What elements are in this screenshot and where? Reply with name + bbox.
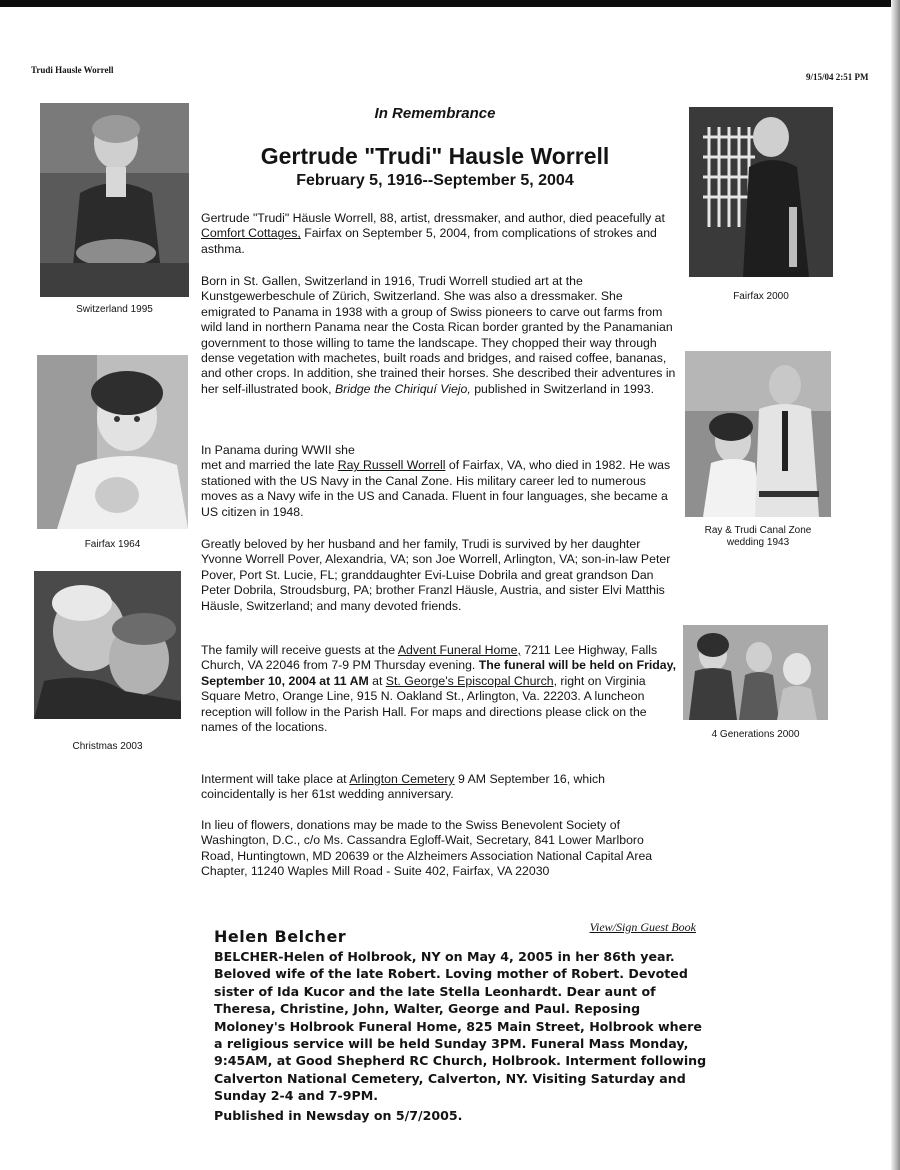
- guest-book-link[interactable]: View/Sign Guest Book: [589, 920, 696, 934]
- text: The family will receive guests at the: [201, 643, 398, 657]
- book-title: Bridge the Chiriquí Viejo,: [334, 381, 471, 396]
- text: 7211 Lee Highway, Falls Church, VA 22046 from 7-9 PM Thursday evening.: [201, 643, 658, 673]
- text: Born in St. Gallen, Switzerland in 1916, Trudi Worrell studied art at the Kunstgewerbeschule of Zürich, Switzerland. She was also a dressmaker. She emigrated to Panama in 1938 with a group of Swiss pioneers to carve out farms from wild land in northern Panama near the Costa Rican border granted by the Panamanian government to those willing to tame the landscape. They chopped their way through dense vegetation with machetes, built roads and bridges, and raised coffee, bananas, and other crops. In addition, she trained their horses. She described their adventures in her self-illustrated book,: [201, 274, 676, 396]
- caption-fairfax-2000: Fairfax 2000: [733, 291, 789, 302]
- paragraph-services: [201, 643, 676, 735]
- caption-fairfax-1964: Fairfax 1964: [84, 539, 141, 550]
- text: met and married the late: [201, 458, 338, 473]
- photo-christmas-2003: [34, 571, 181, 719]
- paragraph-marriage: [201, 443, 676, 520]
- text: Gertrude "Trudi" Häusle Worrell, 88, artist, dressmaker, and author, died peacefully at: [201, 211, 665, 225]
- funeral-time: The funeral will be held on Friday, September 10, 2004 at 11 AM: [201, 658, 676, 688]
- paragraph-biography: [201, 274, 676, 397]
- photo-ray-trudi-wedding: [685, 351, 831, 517]
- text: Fairfax on September 5, 2004, from complications of strokes and asthma.: [201, 226, 657, 256]
- caption-switzerland-1995: Switzerland 1995: [76, 304, 153, 315]
- kicker-heading: In Remembrance: [374, 105, 496, 122]
- text: at: [368, 673, 386, 688]
- paragraph-survivors: Greatly beloved by her husband and her family, Trudi is survived by her daughter Yvonne Worrell Pover, Alexandria, VA; son Joe Worrell, Arlington, VA; son-in-law Peter Pover, Port St. Lucie, FL; granddaughter Evi-Luise Dobrila and great grandson Dan Peter Dobrila, Stroudsburg, PA; brother Franzl Häusle, Austria, and sister Elvi Matthis Häusle, Switzerland; and many devoted friends.: [201, 537, 671, 613]
- obituary-name: Gertrude "Trudi" Hausle Worrell: [260, 143, 610, 169]
- photo-fairfax-1964: [37, 355, 188, 529]
- text: of Fairfax, VA, who died in 1982. He was stationed with the US Navy in the Canal Zone. His military career led to numerous moves as a Navy wife in the US and Canada. Fluent in four languages, she became a US citizen in 1948.: [201, 458, 671, 519]
- caption-christmas-2003: Christmas 2003: [72, 741, 143, 752]
- clipping-published: Published in Newsday on 5/7/2005.: [214, 1108, 463, 1123]
- caption-ray-trudi-line-1: Ray & Trudi Canal Zone: [704, 525, 812, 536]
- print-header-timestamp: 9/15/04 2:51 PM: [806, 72, 869, 82]
- link-comfort-cottages[interactable]: Comfort Cottages,: [201, 226, 301, 241]
- print-header-title: Trudi Hausle Worrell: [31, 65, 114, 75]
- link-advent-funeral-home[interactable]: Advent Funeral Home,: [397, 643, 521, 657]
- photo-fairfax-2000: [689, 107, 833, 277]
- text: 9 AM September 16, which coincidentally is her 61st wedding anniversary.: [201, 772, 605, 802]
- paragraph-interment: [201, 772, 676, 803]
- clipping-name: Helen Belcher: [214, 927, 347, 946]
- paragraph-death-notice: [201, 211, 676, 257]
- obituary-dates: February 5, 1916--September 5, 2004: [296, 172, 574, 189]
- caption-ray-trudi-line-2: wedding 1943: [726, 537, 790, 548]
- scan-edge-right: [891, 0, 900, 1170]
- photo-four-generations: [683, 625, 828, 720]
- paragraph-donations: In lieu of flowers, donations may be made to the Swiss Benevolent Society of Washington, D.C., c/o Ms. Cassandra Egloff-Wait, Secretary, 841 Lower Marlboro Road, Huntingtown, MD 20639 or the Alzheimers Association National Capital Area Chapter, 11240 Waples Mill Road - Suite 402, Fairfax, VA 22030: [201, 818, 653, 879]
- link-st-georges-church[interactable]: St. George's Episcopal Church: [385, 673, 554, 688]
- link-arlington-cemetery[interactable]: Arlington Cemetery: [349, 772, 455, 786]
- link-ray-russell-worrell[interactable]: Ray Russell Worrell: [337, 458, 446, 473]
- text: published in Switzerland in 1993.: [470, 381, 654, 396]
- text: Interment will take place at: [201, 772, 350, 786]
- text: , right on Virginia Square Metro, Orange Line, 915 N. Oakland St., Arlington, Va. 22203. A luncheon reception will follow in the Parish Hall. For maps and directions please click on the names of the locations.: [201, 673, 647, 735]
- clipping-text: BELCHER-Helen of Holbrook, NY on May 4, 2005 in her 86th year. Beloved wife of the late Robert. Loving mother of Robert. Devoted sister of Ida Kucor and the late Stella Leonhardt. Dear aunt of Theresa, Christine, John, Walter, George and Paul. Reposing Moloney's Holbrook Funeral Home, 825 Main Street, Holbrook where a religious service will be held Sunday 3PM. Funeral Mass Monday, 9:45AM, at Good Shepherd RC Church, Holbrook. Interment following Calverton National Cemetery, Calverton, NY. Visiting Saturday and Sunday 2-4 and 7-9PM.: [214, 949, 707, 1104]
- scan-edge-top: [0, 0, 900, 7]
- photo-switzerland-1995: [40, 103, 189, 297]
- text: In Panama during WWII she: [201, 443, 355, 457]
- caption-four-generations: 4 Generations 2000: [711, 729, 800, 740]
